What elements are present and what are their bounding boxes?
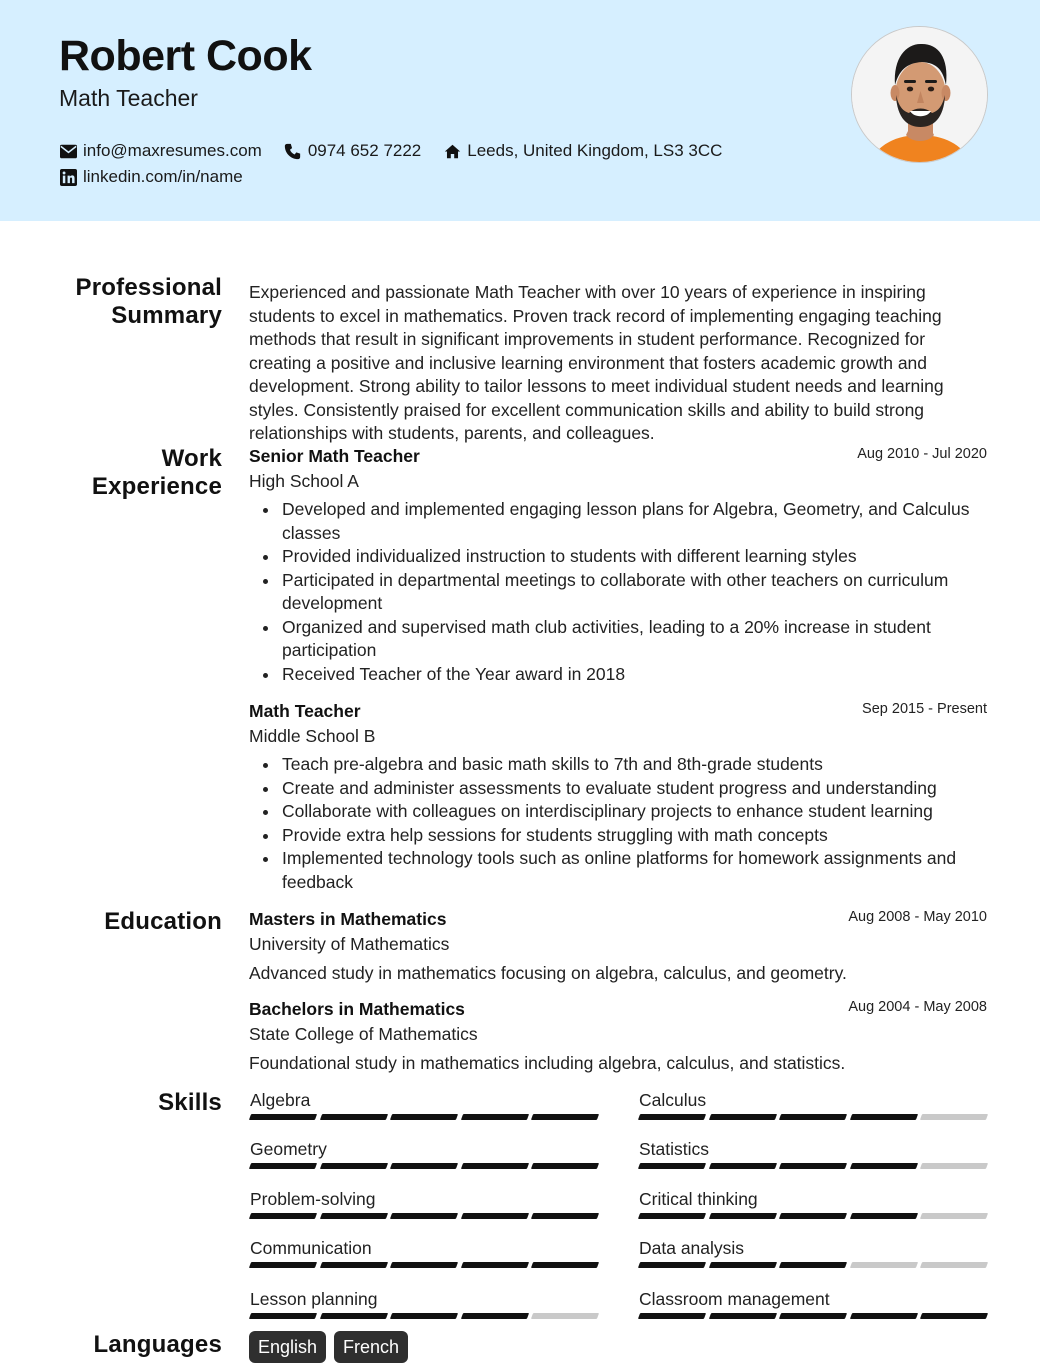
skill-segment-filled — [709, 1313, 777, 1319]
skill-level-bar — [250, 1262, 598, 1268]
skill-segment-filled — [850, 1163, 918, 1169]
list-item: Implemented technology tools such as online platforms for homework assignments and feedback — [249, 847, 987, 894]
skill-segment-filled — [709, 1262, 777, 1268]
skill-segment-filled — [531, 1213, 599, 1219]
list-item: Provided individualized instruction to students with different learning styles — [249, 545, 987, 569]
skill-item — [250, 1238, 598, 1268]
section-title-line: Professional — [75, 274, 222, 301]
skill-segment-filled — [850, 1213, 918, 1219]
list-item: Received Teacher of the Year award in 2018 — [249, 663, 987, 687]
skill-segment-filled — [461, 1262, 529, 1268]
job-dates: Aug 2010 - Jul 2020 — [857, 446, 987, 462]
section-title-skills: Skills — [158, 1089, 222, 1116]
summary-text: Experienced and passionate Math Teacher with over 10 years of experience in inspiring students to excel in mathematics. Proven track record of implementing engaging teaching methods that result in significant improvements in student performance. Recognized for creating a positive and inclusive learning environment that fosters academic growth and development. Strong ability to tailor lessons to meet individual student needs and learning styles. Consistently praised for excellent communication skills and ability to build strong relationships with students, parents, and colleagues. — [249, 282, 944, 443]
skill-segment-filled — [249, 1213, 317, 1219]
skill-segment-filled — [531, 1114, 599, 1120]
education-dates: Aug 2004 - May 2008 — [848, 999, 987, 1015]
skill-item — [250, 1189, 598, 1219]
skill-segment-filled — [390, 1262, 458, 1268]
school-name: University of Mathematics — [249, 934, 450, 954]
job-bullets — [249, 753, 987, 894]
list-item: Participated in departmental meetings to collaborate with other teachers on curriculum development — [249, 569, 987, 616]
candidate-role: Math Teacher — [59, 85, 198, 111]
skill-segment-filled — [531, 1262, 599, 1268]
job-title: Senior Math Teacher — [249, 446, 420, 466]
section-title-languages: Languages — [93, 1331, 222, 1358]
skill-segment-filled — [320, 1213, 388, 1219]
contact-location — [443, 141, 722, 161]
skill-item — [639, 1090, 987, 1120]
section-title-line: Work — [161, 445, 222, 472]
section-title-line: Experience — [91, 473, 222, 500]
language-badge: English — [249, 1331, 326, 1363]
skill-item — [639, 1289, 987, 1319]
skill-name: Statistics — [639, 1139, 710, 1159]
job-title: Math Teacher — [249, 701, 361, 721]
school-name: State College of Mathematics — [249, 1024, 478, 1044]
candidate-name: Robert Cook — [59, 32, 312, 80]
skill-segment-filled — [249, 1114, 317, 1120]
skill-segment-filled — [779, 1313, 847, 1319]
skill-segment-filled — [461, 1313, 529, 1319]
skill-segment-filled — [320, 1313, 388, 1319]
skill-segment-filled — [709, 1163, 777, 1169]
education-item — [249, 999, 987, 1074]
skill-level-bar — [250, 1114, 598, 1120]
skill-segment-filled — [249, 1313, 317, 1319]
skill-item — [250, 1139, 598, 1169]
skill-segment-filled — [779, 1114, 847, 1120]
contact-linkedin[interactable] — [59, 167, 243, 187]
resume-header — [0, 0, 1040, 221]
skill-name: Algebra — [250, 1090, 311, 1110]
section-title-education: Education — [104, 908, 222, 935]
skill-segment-filled — [249, 1262, 317, 1268]
home-icon — [443, 142, 461, 160]
education-description: Advanced study in mathematics focusing on algebra, calculus, and geometry. — [249, 963, 847, 983]
skill-segment-filled — [638, 1262, 706, 1268]
skill-name: Communication — [250, 1238, 372, 1258]
job-bullets — [249, 498, 987, 686]
skill-item — [639, 1189, 987, 1219]
skill-level-bar — [639, 1114, 987, 1120]
skill-segment-filled — [709, 1213, 777, 1219]
language-badge: French — [334, 1331, 408, 1363]
skill-segment-filled — [638, 1163, 706, 1169]
skill-segment-filled — [638, 1114, 706, 1120]
skill-segment-filled — [920, 1313, 988, 1319]
experience-item — [249, 701, 987, 894]
list-item: Organized and supervised math club activities, leading to a 20% increase in student participation — [249, 616, 987, 663]
skill-segment-filled — [249, 1163, 317, 1169]
degree-title: Masters in Mathematics — [249, 909, 447, 929]
section-title-experience — [92, 445, 222, 501]
list-item: Developed and implemented engaging lesson plans for Algebra, Geometry, and Calculus classes — [249, 498, 987, 545]
list-item: Teach pre-algebra and basic math skills to 7th and 8th-grade students — [249, 753, 987, 777]
skill-item — [639, 1238, 987, 1268]
skill-segment-filled — [461, 1163, 529, 1169]
skill-name: Critical thinking — [639, 1189, 758, 1209]
skill-level-bar — [639, 1163, 987, 1169]
education-description: Foundational study in mathematics including algebra, calculus, and statistics. — [249, 1053, 846, 1073]
job-dates: Sep 2015 - Present — [862, 701, 987, 717]
skill-name: Geometry — [250, 1139, 327, 1159]
skill-segment-filled — [320, 1163, 388, 1169]
skill-segment-filled — [390, 1163, 458, 1169]
skill-segment-filled — [850, 1114, 918, 1120]
languages-list — [249, 1331, 408, 1363]
skill-item — [250, 1090, 598, 1120]
skill-segment-filled — [638, 1213, 706, 1219]
skill-segment-empty — [850, 1262, 918, 1268]
skill-segment-empty — [920, 1262, 988, 1268]
skill-segment-filled — [461, 1114, 529, 1120]
skill-segment-filled — [638, 1313, 706, 1319]
profile-photo — [851, 26, 988, 163]
skill-segment-filled — [320, 1262, 388, 1268]
skill-item — [250, 1289, 598, 1319]
skill-segment-empty — [531, 1313, 599, 1319]
skill-segment-filled — [320, 1114, 388, 1120]
skill-segment-filled — [779, 1262, 847, 1268]
linkedin-text[interactable]: linkedin.com/in/name — [83, 167, 243, 186]
degree-title: Bachelors in Mathematics — [249, 999, 465, 1019]
skill-segment-filled — [390, 1213, 458, 1219]
location-text: Leeds, United Kingdom, LS3 3CC — [467, 141, 723, 160]
list-item: Provide extra help sessions for students struggling with math concepts — [249, 824, 987, 848]
skill-item — [639, 1139, 987, 1169]
skill-level-bar — [250, 1313, 598, 1319]
education-dates: Aug 2008 - May 2010 — [848, 909, 987, 925]
list-item: Create and administer assessments to evaluate student progress and understanding — [249, 777, 987, 801]
job-organization: Middle School B — [249, 726, 376, 746]
contact-info — [59, 139, 744, 191]
contact-phone[interactable] — [284, 141, 421, 161]
envelope-icon — [59, 142, 77, 160]
skill-segment-filled — [390, 1313, 458, 1319]
skill-segment-empty — [920, 1114, 988, 1120]
job-organization: High School A — [249, 471, 359, 491]
skill-segment-filled — [531, 1163, 599, 1169]
skill-name: Lesson planning — [250, 1289, 378, 1309]
skill-segment-empty — [920, 1163, 988, 1169]
linkedin-icon — [59, 168, 77, 186]
phone-icon — [284, 142, 302, 160]
skill-segment-filled — [709, 1114, 777, 1120]
phone-text[interactable]: 0974 652 7222 — [307, 141, 422, 160]
skill-segment-filled — [779, 1213, 847, 1219]
skill-name: Data analysis — [639, 1238, 745, 1258]
section-title-summary — [76, 274, 222, 330]
experience-item — [249, 446, 987, 686]
skill-segment-filled — [779, 1163, 847, 1169]
skill-level-bar — [639, 1313, 987, 1319]
skill-name: Calculus — [639, 1090, 707, 1110]
skill-segment-filled — [390, 1114, 458, 1120]
education-item — [249, 909, 987, 984]
skill-level-bar — [639, 1262, 987, 1268]
email-text[interactable]: info@maxresumes.com — [83, 141, 262, 160]
skill-segment-filled — [461, 1213, 529, 1219]
skill-segment-filled — [850, 1313, 918, 1319]
skill-level-bar — [250, 1213, 598, 1219]
skill-name: Problem-solving — [250, 1189, 376, 1209]
contact-email[interactable] — [59, 141, 262, 161]
skill-level-bar — [639, 1213, 987, 1219]
skill-segment-empty — [920, 1213, 988, 1219]
skill-name: Classroom management — [639, 1289, 830, 1309]
skill-level-bar — [250, 1163, 598, 1169]
section-title-line: Summary — [111, 302, 222, 329]
list-item: Collaborate with colleagues on interdisciplinary projects to enhance student learning — [249, 800, 987, 824]
